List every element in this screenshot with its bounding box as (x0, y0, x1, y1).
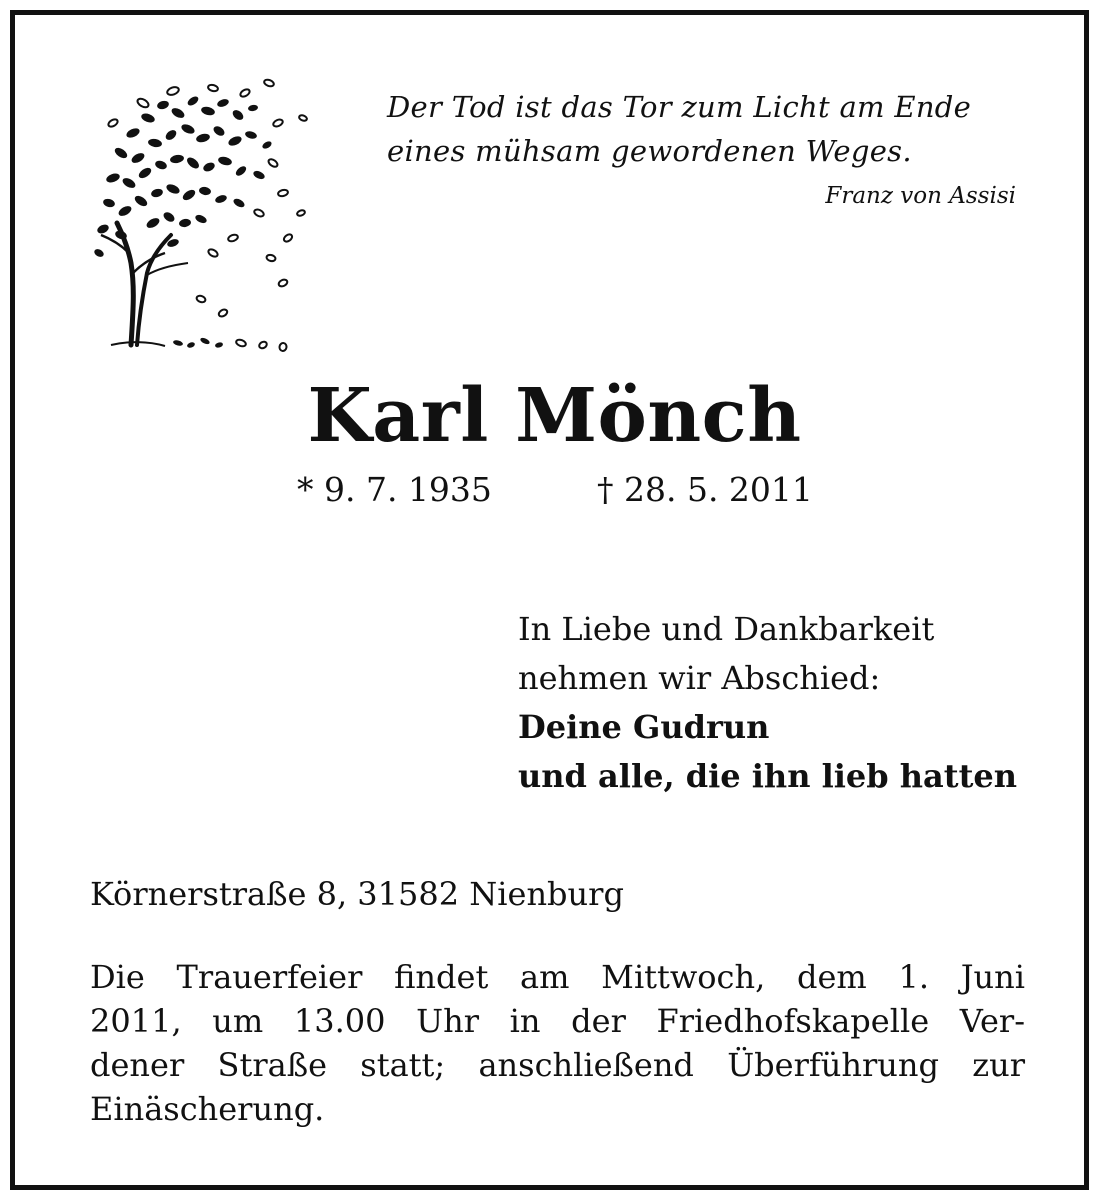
mourners-line-2: nehmen wir Abschied: (518, 659, 881, 697)
quote (387, 85, 1027, 173)
windblown-tree-icon (73, 63, 313, 363)
ceremony-line-2: 2011, um 13.00 Uhr in der Friedhofskapelle Ver- (90, 1002, 1025, 1040)
address: Körnerstraße 8, 31582 Nienburg (90, 875, 624, 913)
birth-date: * 9. 7. 1935 (297, 470, 492, 509)
mourners-line-1: In Liebe und Dankbarkeit (518, 610, 935, 648)
obituary-frame (10, 10, 1089, 1190)
mourners-line-4: und alle, die ihn lieb hatten (518, 757, 1017, 795)
mourners-line-3: Deine Gudrun (518, 708, 770, 746)
quote-line-1: Der Tod ist das Tor zum Licht am Ende (387, 90, 972, 124)
mourners-block (518, 605, 1017, 801)
quote-author: Franz von Assisi (825, 183, 1016, 209)
ceremony-notice (90, 955, 1025, 1131)
death-date: † 28. 5. 2011 (597, 470, 813, 509)
deceased-name: Karl Mönch (307, 373, 802, 459)
ceremony-line-3: dener Straße statt; anschließend Überführung zur (90, 1046, 1025, 1084)
ceremony-line-4: Einäscherung. (90, 1090, 325, 1128)
quote-line-2: eines mühsam gewordenen Weges. (387, 134, 912, 168)
ceremony-line-1: Die Trauerfeier findet am Mittwoch, dem 1. Juni (90, 958, 1025, 996)
